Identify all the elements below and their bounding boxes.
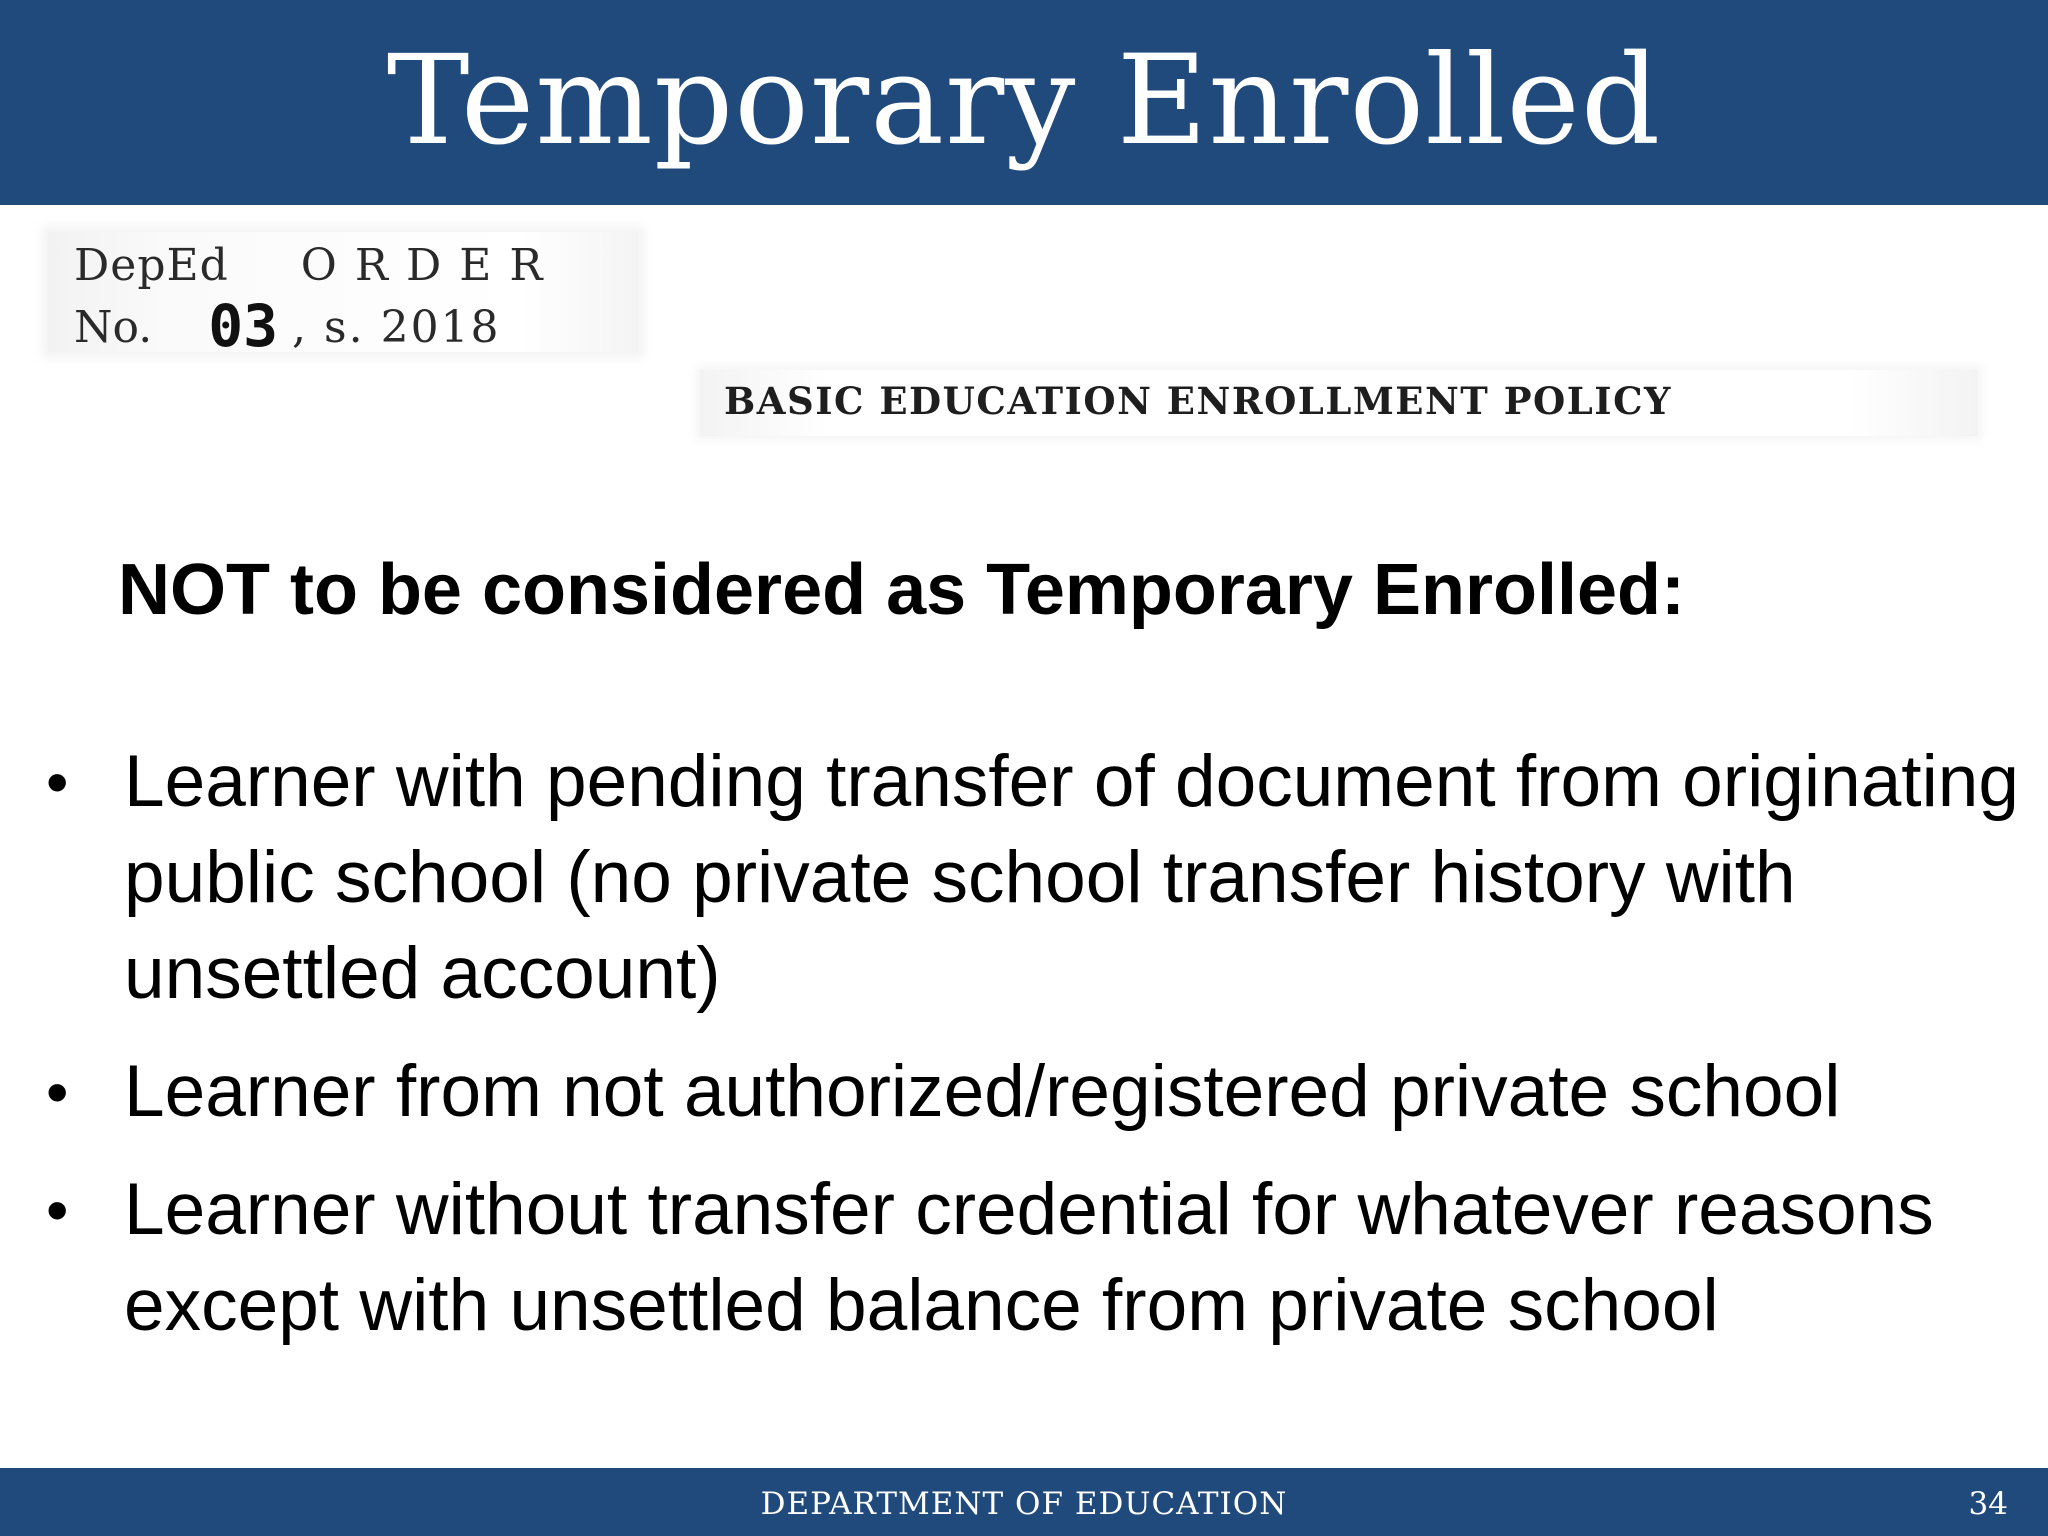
header-bar	[0, 0, 2048, 205]
deped-order-scan	[48, 232, 638, 360]
bullet-text: Learner from not authorized/registered private school	[124, 1051, 1841, 1132]
bullet-text: Learner with pending transfer of document from originating public school (no private school transfer history with unsettled account)	[124, 741, 2020, 1014]
order-line-2	[74, 288, 501, 360]
bullet-dot-icon: •	[46, 746, 69, 818]
policy-title: BASIC EDUCATION ENROLLMENT POLICY	[724, 379, 1672, 423]
order-number: 03	[208, 292, 279, 360]
bullet-dot-icon: •	[46, 1174, 69, 1246]
footer-bar	[0, 1468, 2048, 1536]
bullet-dot-icon: •	[46, 1056, 69, 1128]
slide-title: Temporary Enrolled	[386, 29, 1662, 173]
order-word-label: ORDER	[300, 240, 561, 291]
bullet-item	[0, 1044, 2048, 1140]
order-line-1	[74, 240, 561, 291]
bullet-list	[0, 734, 2048, 1376]
order-deped-label: DepEd	[74, 240, 229, 291]
bullet-item	[0, 734, 2048, 1022]
policy-title-scan	[700, 370, 1978, 436]
footer-department: DEPARTMENT OF EDUCATION	[760, 1486, 1288, 1522]
page-number: 34	[1968, 1486, 2008, 1522]
bullet-item	[0, 1162, 2048, 1354]
order-series: , s. 2018	[292, 302, 501, 353]
order-no-label: No.	[74, 302, 153, 353]
subheading: NOT to be considered as Temporary Enrolled:	[118, 550, 1685, 630]
bullet-text: Learner without transfer credential for whatever reasons except with unsettled balance from private school	[124, 1169, 1934, 1346]
